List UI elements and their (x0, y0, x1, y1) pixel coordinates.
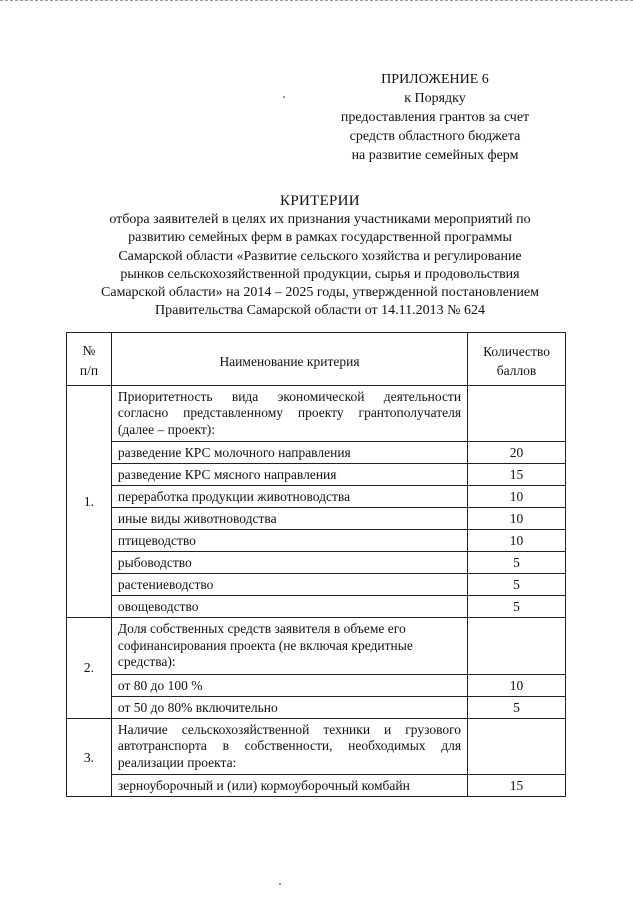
subtitle-line: развитию семейных ферм в рамках государственной программы (128, 230, 512, 246)
option-points: 5 (468, 552, 566, 574)
criterion-group-row (67, 618, 566, 675)
header-number-sublabel: п/п (79, 363, 99, 378)
subtitle-line: Самарской области «Развитие сельского хозяйства и регулирование (118, 248, 522, 264)
subtitle-line: Правительства Самарской области от 14.11.2013 № 624 (155, 303, 485, 319)
option-points: 5 (468, 596, 566, 618)
appendix-line: к Порядку (404, 91, 466, 106)
criterion-points-empty (468, 719, 566, 775)
criterion-title: Доля собственных средств заявителя в объеме его софинансирования проекта (не включая кредитные средства): (111, 618, 467, 675)
appendix-block (330, 70, 540, 165)
criterion-group-row (67, 719, 566, 775)
option-label: от 80 до 100 % (111, 675, 467, 697)
header-points-label: Количество (483, 344, 550, 359)
criterion-group-row (67, 386, 566, 442)
option-points: 10 (468, 530, 566, 552)
option-label: птицеводство (111, 530, 467, 552)
scan-top-edge (0, 0, 633, 3)
criterion-option-row (67, 596, 566, 618)
header-name-cell: Наименование критерия (111, 333, 467, 386)
appendix-line: на развитие семейных ферм (351, 148, 519, 163)
criterion-option-row (67, 442, 566, 464)
header-number-label: № (82, 343, 96, 358)
criterion-title: Наличие сельскохозяйственной техники и грузового автотранспорта в собственности, необходимых для реализации проекта: (111, 719, 467, 775)
appendix-line: средств областного бюджета (349, 129, 521, 144)
option-label: рыбоводство (111, 552, 467, 574)
option-label: разведение КРС мясного направления (111, 464, 467, 486)
option-label: от 50 до 80% включительно (111, 697, 467, 719)
option-points: 15 (468, 464, 566, 486)
document-subtitle (60, 211, 580, 321)
criterion-option-row (67, 552, 566, 574)
criterion-title: Приоритетность вида экономической деятельности согласно представленному проекту грантополучателя (далее – проект): (111, 386, 467, 442)
criterion-option-row (67, 775, 566, 797)
option-label: разведение КРС молочного направления (111, 442, 467, 464)
option-points: 10 (468, 675, 566, 697)
criterion-option-row (67, 574, 566, 596)
criterion-index: 3. (67, 719, 112, 797)
criterion-index: 2. (67, 618, 112, 719)
criteria-table (66, 332, 566, 797)
header-points-sublabel: баллов (496, 363, 537, 378)
scan-speck (283, 96, 285, 98)
option-label: зерноуборочный и (или) кормоуборочный комбайн (111, 775, 467, 797)
option-label: растениеводство (111, 574, 467, 596)
appendix-line: предоставления грантов за счет (340, 110, 530, 125)
option-points: 10 (468, 508, 566, 530)
criterion-option-row (67, 697, 566, 719)
option-points: 5 (468, 574, 566, 596)
option-points: 10 (468, 486, 566, 508)
document-title: КРИТЕРИИ (280, 193, 360, 209)
option-points: 20 (468, 442, 566, 464)
criterion-index: 1. (67, 386, 112, 618)
table-header-row (67, 333, 566, 386)
criterion-option-row (67, 675, 566, 697)
header-number-cell (67, 333, 112, 386)
header-points-cell (468, 333, 566, 386)
subtitle-line: отбора заявителей в целях их признания участниками мероприятий по (109, 212, 531, 227)
scan-speck (279, 883, 281, 885)
option-points: 5 (468, 697, 566, 719)
subtitle-line: Самарской области» на 2014 – 2025 годы, утвержденной постановлением (101, 285, 539, 301)
appendix-line: ПРИЛОЖЕНИЕ 6 (381, 72, 489, 87)
option-label: овощеводство (111, 596, 467, 618)
criterion-points-empty (468, 386, 566, 442)
criterion-option-row (67, 530, 566, 552)
criterion-option-row (67, 486, 566, 508)
criterion-option-row (67, 508, 566, 530)
criterion-option-row (67, 464, 566, 486)
subtitle-line: рынков сельскохозяйственной продукции, сырья и продовольствия (120, 266, 520, 282)
option-label: иные виды животноводства (111, 508, 467, 530)
option-points: 15 (468, 775, 566, 797)
criterion-points-empty (468, 618, 566, 675)
option-label: переработка продукции животноводства (111, 486, 467, 508)
